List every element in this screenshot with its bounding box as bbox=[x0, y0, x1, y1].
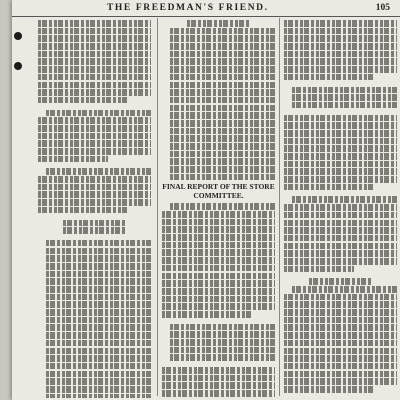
text-line bbox=[284, 220, 397, 227]
text-line bbox=[170, 97, 275, 104]
text-line bbox=[284, 371, 397, 378]
text-line bbox=[38, 148, 151, 155]
text-line bbox=[284, 340, 397, 347]
text-line bbox=[284, 153, 397, 160]
text-line bbox=[170, 128, 275, 135]
text-line bbox=[170, 28, 275, 35]
text-line bbox=[38, 82, 151, 89]
text-line bbox=[38, 125, 151, 132]
text-line bbox=[284, 355, 397, 362]
text-line bbox=[170, 82, 275, 89]
text-line bbox=[284, 363, 397, 370]
text-line bbox=[46, 301, 151, 308]
text-line bbox=[170, 66, 275, 73]
text-line bbox=[162, 296, 275, 303]
text-line bbox=[162, 390, 275, 397]
text-line bbox=[162, 382, 275, 389]
text-line bbox=[284, 115, 397, 122]
text-column-right bbox=[284, 20, 397, 398]
text-line bbox=[46, 110, 151, 117]
text-line bbox=[46, 168, 151, 175]
text-line bbox=[162, 311, 252, 318]
text-line bbox=[284, 378, 397, 385]
text-line bbox=[46, 394, 151, 398]
text-line bbox=[162, 242, 275, 249]
text-line bbox=[284, 309, 397, 316]
text-line bbox=[162, 273, 275, 280]
text-line bbox=[170, 112, 275, 119]
text-column-middle bbox=[162, 20, 275, 398]
text-line bbox=[46, 386, 151, 393]
running-title: THE FREEDMAN'S FRIEND. bbox=[107, 3, 269, 13]
text-line bbox=[46, 255, 151, 262]
text-line bbox=[284, 266, 354, 273]
text-line bbox=[284, 386, 374, 393]
text-line bbox=[162, 367, 275, 374]
section-heading: FINAL REPORT OF THE STORE COMMITTEE. bbox=[162, 182, 275, 201]
text-line bbox=[170, 324, 275, 331]
text-line bbox=[284, 250, 397, 257]
text-line bbox=[170, 135, 275, 142]
text-line bbox=[170, 74, 275, 81]
text-line bbox=[162, 249, 275, 256]
text-line bbox=[284, 51, 397, 58]
text-line bbox=[284, 212, 397, 219]
text-line bbox=[46, 286, 151, 293]
text-line bbox=[38, 74, 151, 81]
text-line bbox=[38, 35, 151, 42]
text-line bbox=[38, 20, 151, 27]
text-line bbox=[38, 140, 151, 147]
text-line bbox=[187, 20, 250, 27]
text-line bbox=[284, 204, 397, 211]
text-line bbox=[46, 340, 151, 347]
text-line bbox=[284, 324, 397, 331]
text-line bbox=[170, 143, 275, 150]
text-line bbox=[284, 227, 397, 234]
text-line bbox=[284, 74, 374, 81]
text-line bbox=[170, 151, 275, 158]
text-line bbox=[170, 51, 275, 58]
text-line bbox=[162, 257, 275, 264]
text-line bbox=[46, 363, 151, 370]
text-line bbox=[46, 240, 151, 247]
text-line bbox=[38, 28, 151, 35]
text-line bbox=[292, 87, 397, 94]
text-line bbox=[292, 196, 397, 203]
text-line bbox=[162, 280, 275, 287]
text-line bbox=[170, 35, 275, 42]
text-line bbox=[162, 219, 275, 226]
text-line bbox=[284, 348, 397, 355]
text-line bbox=[46, 332, 151, 339]
text-line bbox=[170, 174, 275, 181]
text-line bbox=[38, 58, 151, 65]
text-line bbox=[292, 102, 397, 109]
text-line bbox=[284, 20, 397, 27]
binding-hole bbox=[14, 62, 22, 70]
text-line bbox=[284, 35, 397, 42]
text-column-left bbox=[38, 20, 151, 398]
text-line bbox=[170, 89, 275, 96]
text-line bbox=[46, 355, 151, 362]
text-line bbox=[38, 66, 151, 73]
text-line bbox=[284, 43, 397, 50]
binding-hole bbox=[14, 32, 22, 40]
text-line bbox=[46, 271, 151, 278]
text-line bbox=[38, 199, 151, 206]
text-line bbox=[284, 176, 397, 183]
text-line bbox=[309, 278, 372, 285]
text-line bbox=[46, 278, 151, 285]
text-line bbox=[284, 66, 397, 73]
text-line bbox=[46, 371, 151, 378]
text-line bbox=[46, 263, 151, 270]
text-line bbox=[284, 294, 397, 301]
text-line bbox=[170, 347, 275, 354]
text-line bbox=[292, 286, 397, 293]
text-line bbox=[284, 145, 397, 152]
text-line bbox=[38, 133, 151, 140]
text-line bbox=[170, 339, 275, 346]
text-line bbox=[38, 184, 151, 191]
text-line bbox=[38, 97, 128, 104]
text-line bbox=[38, 51, 151, 58]
text-line bbox=[284, 317, 397, 324]
text-line bbox=[284, 258, 397, 265]
text-line bbox=[170, 158, 275, 165]
text-line bbox=[63, 227, 126, 234]
text-line bbox=[162, 226, 275, 233]
text-line bbox=[284, 130, 397, 137]
page-header bbox=[12, 2, 400, 17]
text-line bbox=[170, 166, 275, 173]
text-line bbox=[284, 58, 397, 65]
text-line bbox=[38, 191, 151, 198]
text-line bbox=[63, 220, 126, 227]
text-line bbox=[162, 303, 275, 310]
text-line bbox=[170, 203, 275, 210]
text-line bbox=[170, 331, 275, 338]
text-line bbox=[292, 94, 397, 101]
text-line bbox=[284, 28, 397, 35]
page-number: 105 bbox=[375, 3, 390, 13]
text-line bbox=[170, 120, 275, 127]
text-line bbox=[38, 43, 151, 50]
text-line bbox=[170, 354, 275, 361]
text-line bbox=[284, 184, 374, 191]
text-line bbox=[284, 301, 397, 308]
text-line bbox=[284, 138, 397, 145]
text-line bbox=[46, 324, 151, 331]
text-line bbox=[46, 378, 151, 385]
text-line bbox=[46, 317, 151, 324]
text-line bbox=[162, 375, 275, 382]
text-line bbox=[284, 235, 397, 242]
text-line bbox=[162, 211, 275, 218]
text-line bbox=[38, 207, 128, 214]
scanned-newspaper-page bbox=[12, 0, 400, 400]
text-line bbox=[38, 156, 108, 163]
text-line bbox=[170, 58, 275, 65]
text-line bbox=[162, 234, 275, 241]
text-line bbox=[162, 265, 275, 272]
text-line bbox=[284, 161, 397, 168]
text-line bbox=[284, 243, 397, 250]
text-line bbox=[170, 105, 275, 112]
column-rule bbox=[279, 18, 280, 396]
text-line bbox=[38, 89, 151, 96]
text-line bbox=[170, 43, 275, 50]
text-line bbox=[284, 168, 397, 175]
text-line bbox=[38, 176, 151, 183]
column-rule bbox=[157, 18, 158, 396]
text-line bbox=[46, 348, 151, 355]
text-line bbox=[284, 332, 397, 339]
text-line bbox=[46, 294, 151, 301]
text-line bbox=[46, 248, 151, 255]
text-line bbox=[162, 288, 275, 295]
text-line bbox=[46, 309, 151, 316]
text-line bbox=[38, 117, 151, 124]
text-line bbox=[284, 122, 397, 129]
